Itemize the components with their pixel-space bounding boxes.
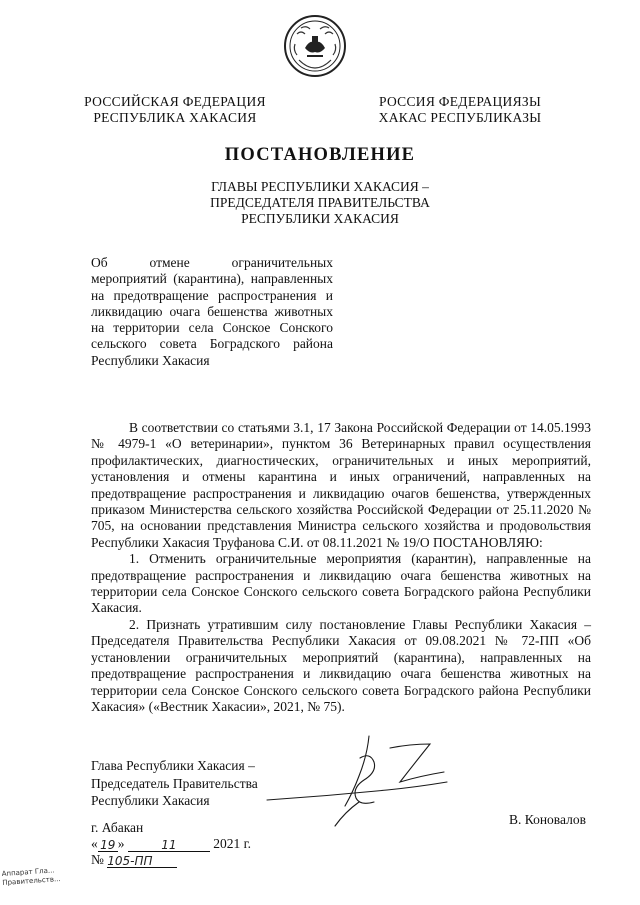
document-number-line <box>91 852 177 868</box>
stamp-line-2: Правительств... <box>2 874 61 888</box>
date-day: 19 <box>98 838 118 852</box>
issuer-line-3: РЕСПУБЛИКИ ХАКАСИЯ <box>241 211 399 226</box>
registration-stamp <box>1 866 61 888</box>
header-right-block <box>365 94 555 126</box>
date-line <box>91 836 251 852</box>
preamble-paragraph: В соответствии со статьями 3.1, 17 Закона Российской Федерации от 14.05.1993 № 4979-1 «О ветеринарии», пунктом 36 Ветеринарных правил осуществления профилактических, диагностических, ограничительных и иных мероприятий, установления и отмены карантина и иных ограничений, направленных на предотвращение распространения и ликвидацию очагов бешенства, утвержденных приказом Министерства сельского хозяйства Российской Федерации от 25.11.2020 № 705, на основании представления Министра сельского хозяйства и продовольствия Республики Хакасия Труфанова С.И. от 08.11.2021 № 19/О ПОСТАНОВЛЯЮ: <box>91 420 591 550</box>
issuer-line-1: ГЛАВЫ РЕСПУБЛИКИ ХАКАСИЯ – <box>211 179 429 194</box>
date-month: 11 <box>128 838 210 852</box>
date-year: 2021 г. <box>213 836 252 851</box>
header-right-country: РОССИЯ ФЕДЕРАЦИЯЗЫ <box>378 94 542 109</box>
place-of-issue: г. Абакан <box>91 820 144 835</box>
signatory-title-line-1: Глава Республики Хакасия – <box>91 758 255 773</box>
signer-name: В. Коновалов <box>509 812 586 827</box>
issuer-line-2: ПРЕДСЕДАТЕЛЯ ПРАВИТЕЛЬСТВА <box>210 195 430 210</box>
document-body <box>91 420 591 715</box>
date-close-quote: » <box>117 836 125 851</box>
stamp-line-1: Аппарат Гла... <box>1 866 55 879</box>
item-1-paragraph: 1. Отменить ограничительные мероприятия (карантин), направленные на предотвращение распространения и ликвидацию очага бешенства животных на территории села Сонское Сонского сельского совета Боградского района Республики Хакасия. <box>91 551 591 616</box>
document-title: ПОСТАНОВЛЕНИЕ <box>224 145 416 165</box>
header-left-country: РОССИЙСКАЯ ФЕДЕРАЦИЯ <box>84 94 266 109</box>
item-2-paragraph: 2. Признать утратившим силу постановление Главы Республики Хакасия – Председателя Правительства Республики Хакасия от 09.08.2021 № 72-ПП «Об установлении ограничительных мероприятий (карантина), направленных на предотвращение распространения и ликвидацию очага бешенства животных на территории села Сонское Сонского сельского совета Боградского района Республики Хакасия» («Вестник Хакасии», 2021, № 75). <box>91 616 591 714</box>
document-number: 105-ПП <box>107 854 177 868</box>
header-left-block <box>80 94 270 126</box>
header-left-republic: РЕСПУБЛИКА ХАКАСИЯ <box>93 110 257 125</box>
date-open-quote: « <box>91 836 98 851</box>
issuer-block <box>0 179 640 227</box>
signatory-title-line-3: Республики Хакасия <box>91 793 210 808</box>
header-right-republic: ХАКАС РЕСПУБЛИКАЗЫ <box>378 110 542 125</box>
signatory-title-block <box>91 757 258 810</box>
number-sign: № <box>91 852 104 867</box>
coat-of-arms-emblem <box>283 14 347 78</box>
signatory-title-line-2: Председатель Правительства <box>91 775 258 791</box>
handwritten-signature <box>265 728 465 838</box>
document-subject: Об отмене ограничительных мероприятий (карантина), направленных на предотвращение распространения и ликвидацию очага бешенства животных на территории села Сонское Сонского сельского совета Боградского района Республики Хакасия <box>91 255 333 368</box>
